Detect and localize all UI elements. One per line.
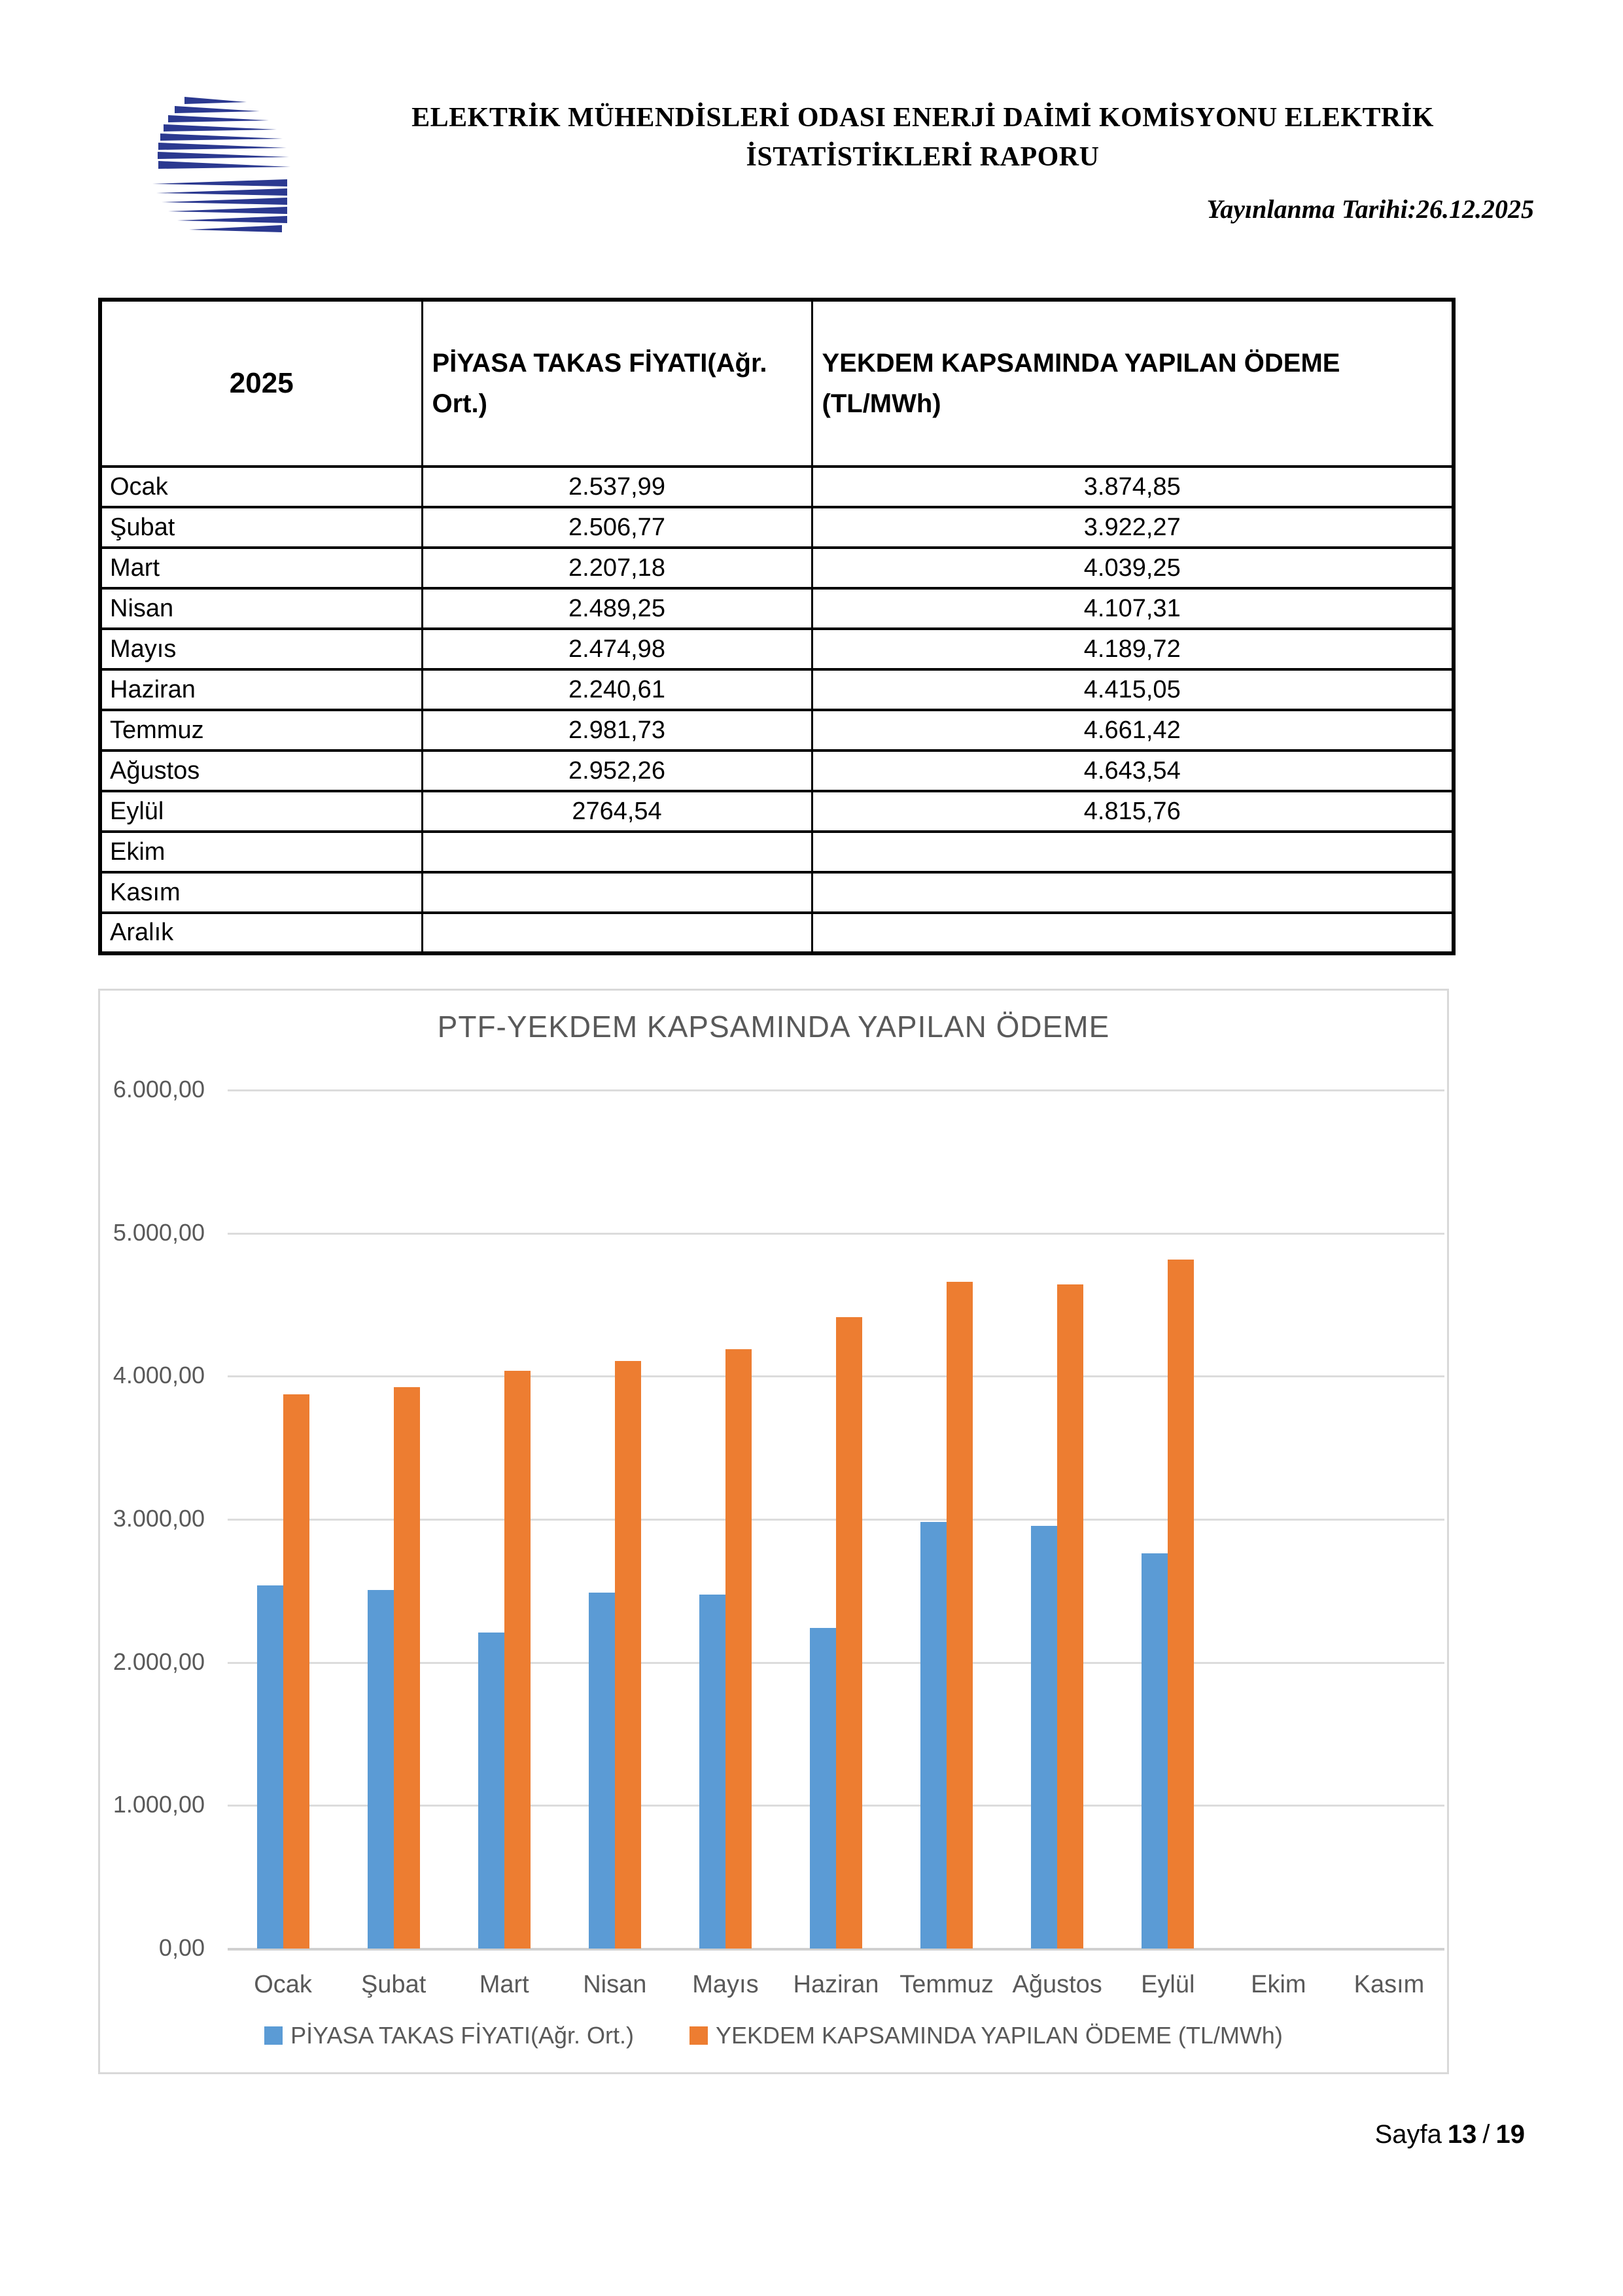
month-cell: Ekim <box>100 832 422 872</box>
x-axis-label: Ağustos <box>1012 1971 1102 1998</box>
publish-date: Yayınlanma Tarihi:26.12.2025 <box>1206 194 1534 224</box>
table-row <box>100 629 1454 669</box>
bar-yekdem <box>836 1317 862 1949</box>
report-title-line2: İSTATİSTİKLERİ RAPORU <box>746 142 1100 172</box>
bar-yekdem <box>394 1387 420 1949</box>
yekdem-header-line1: YEKDEM KAPSAMINDA YAPILAN ÖDEME <box>822 349 1340 378</box>
month-cell: Nisan <box>100 588 422 629</box>
yekdem-value-cell <box>812 872 1454 913</box>
chart <box>98 989 1449 2074</box>
month-cell: Haziran <box>100 669 422 710</box>
legend-swatch-yekdem <box>689 2026 708 2045</box>
bar-ptf <box>920 1522 947 1949</box>
legend-item <box>264 2022 634 2049</box>
month-cell: Şubat <box>100 507 422 548</box>
chart-legend <box>100 2022 1447 2049</box>
month-cell: Kasım <box>100 872 422 913</box>
year-header-cell: 2025 <box>100 300 422 467</box>
month-cell: Mart <box>100 548 422 588</box>
ptf-header-line2: Ort.) <box>432 389 487 418</box>
month-cell: Temmuz <box>100 710 422 751</box>
ptf-value-cell: 2.489,25 <box>422 588 812 629</box>
table-row <box>100 913 1454 953</box>
legend-label: YEKDEM KAPSAMINDA YAPILAN ÖDEME (TL/MWh) <box>715 2022 1283 2049</box>
table-row <box>100 467 1454 507</box>
table-row <box>100 507 1454 548</box>
x-axis-label: Ekim <box>1251 1971 1306 1998</box>
yekdem-value-cell: 4.815,76 <box>812 791 1454 832</box>
bar-ptf <box>589 1593 615 1949</box>
ptf-value-cell: 2.240,61 <box>422 669 812 710</box>
yekdem-value-cell: 4.189,72 <box>812 629 1454 669</box>
ptf-value-cell: 2.537,99 <box>422 467 812 507</box>
page-footer <box>1375 2120 1525 2149</box>
x-axis-label: Şubat <box>360 1971 427 1998</box>
emo-logo <box>148 97 292 234</box>
bar-ptf <box>478 1633 504 1949</box>
bar-yekdem <box>725 1349 752 1949</box>
table-row <box>100 791 1454 832</box>
bar-ptf <box>1031 1526 1057 1949</box>
bar-yekdem <box>283 1394 309 1949</box>
legend-label: PİYASA TAKAS FİYATI(Ağr. Ort.) <box>290 2022 634 2049</box>
table-row <box>100 832 1454 872</box>
yekdem-value-cell: 3.922,27 <box>812 507 1454 548</box>
data-table <box>98 298 1456 955</box>
gridline <box>228 1089 1444 1091</box>
table-header-row <box>100 300 1454 467</box>
table-row <box>100 548 1454 588</box>
x-axis-label: Ocak <box>254 1971 312 1998</box>
yekdem-value-cell: 4.039,25 <box>812 548 1454 588</box>
bar-yekdem <box>504 1371 531 1949</box>
ptf-value-cell: 2764,54 <box>422 791 812 832</box>
y-axis-tick-label: 5.000,00 <box>113 1218 205 1246</box>
yekdem-value-cell: 4.661,42 <box>812 710 1454 751</box>
x-axis-label: Temmuz <box>899 1971 994 1998</box>
bar-yekdem <box>1168 1260 1194 1949</box>
plot-area <box>228 1090 1444 1949</box>
x-axis-label: Haziran <box>793 1971 879 1998</box>
table-row <box>100 588 1454 629</box>
table-row <box>100 751 1454 791</box>
y-axis-tick-label: 1.000,00 <box>113 1791 205 1818</box>
month-cell: Aralık <box>100 913 422 953</box>
ptf-value-cell: 2.207,18 <box>422 548 812 588</box>
ptf-header-line1: PİYASA TAKAS FİYATI(Ağr. <box>432 349 767 378</box>
page-total: 19 <box>1495 2120 1525 2149</box>
bar-ptf <box>810 1628 836 1949</box>
ptf-value-cell <box>422 913 812 953</box>
yekdem-value-cell: 3.874,85 <box>812 467 1454 507</box>
yekdem-header-line2: (TL/MWh) <box>822 389 941 418</box>
gridline <box>228 1233 1444 1235</box>
ptf-value-cell: 2.506,77 <box>422 507 812 548</box>
page-label: Sayfa <box>1374 2120 1442 2149</box>
month-cell: Ocak <box>100 467 422 507</box>
page-separator: / <box>1482 2120 1490 2149</box>
month-cell: Ağustos <box>100 751 422 791</box>
bar-yekdem <box>1057 1284 1083 1949</box>
x-axis-label: Eylül <box>1141 1971 1195 1998</box>
table-row <box>100 669 1454 710</box>
table-body <box>100 467 1454 953</box>
bar-ptf <box>1142 1553 1168 1949</box>
yekdem-value-cell: 4.415,05 <box>812 669 1454 710</box>
yekdem-value-cell <box>812 913 1454 953</box>
yekdem-value-cell: 4.643,54 <box>812 751 1454 791</box>
legend-swatch-ptf <box>264 2026 283 2045</box>
x-axis-label: Mart <box>479 1971 529 1998</box>
ptf-value-cell <box>422 872 812 913</box>
x-axis-label: Kasım <box>1353 1971 1425 1998</box>
bar-ptf <box>699 1595 725 1949</box>
ptf-value-cell <box>422 832 812 872</box>
yekdem-value-cell <box>812 832 1454 872</box>
y-axis-tick-label: 2.000,00 <box>113 1648 205 1675</box>
ptf-header-cell <box>422 300 812 467</box>
month-cell: Mayıs <box>100 629 422 669</box>
month-cell: Eylül <box>100 791 422 832</box>
ptf-value-cell: 2.952,26 <box>422 751 812 791</box>
yekdem-header-cell <box>812 300 1454 467</box>
table-row <box>100 872 1454 913</box>
table-row <box>100 710 1454 751</box>
bar-ptf <box>257 1585 283 1949</box>
legend-item <box>689 2022 1283 2049</box>
x-axis-label: Nisan <box>583 1971 647 1998</box>
bar-ptf <box>368 1590 394 1949</box>
page-current: 13 <box>1447 2120 1477 2149</box>
y-axis-tick-label: 4.000,00 <box>113 1362 205 1389</box>
yekdem-value-cell: 4.107,31 <box>812 588 1454 629</box>
y-axis-tick-label: 0,00 <box>158 1934 205 1961</box>
ptf-value-cell: 2.981,73 <box>422 710 812 751</box>
bar-yekdem <box>947 1282 973 1949</box>
report-title-line1: ELEKTRİK MÜHENDİSLERİ ODASI ENERJİ DAİMİ KOMİSYONU ELEKTRİK <box>411 103 1434 133</box>
chart-title: PTF-YEKDEM KAPSAMINDA YAPILAN ÖDEME <box>437 1010 1110 1044</box>
report-title <box>307 98 1538 177</box>
bar-yekdem <box>615 1361 641 1949</box>
ptf-value-cell: 2.474,98 <box>422 629 812 669</box>
y-axis-tick-label: 3.000,00 <box>113 1505 205 1532</box>
x-axis-label: Mayıs <box>692 1971 759 1998</box>
y-axis-tick-label: 6.000,00 <box>113 1076 205 1103</box>
